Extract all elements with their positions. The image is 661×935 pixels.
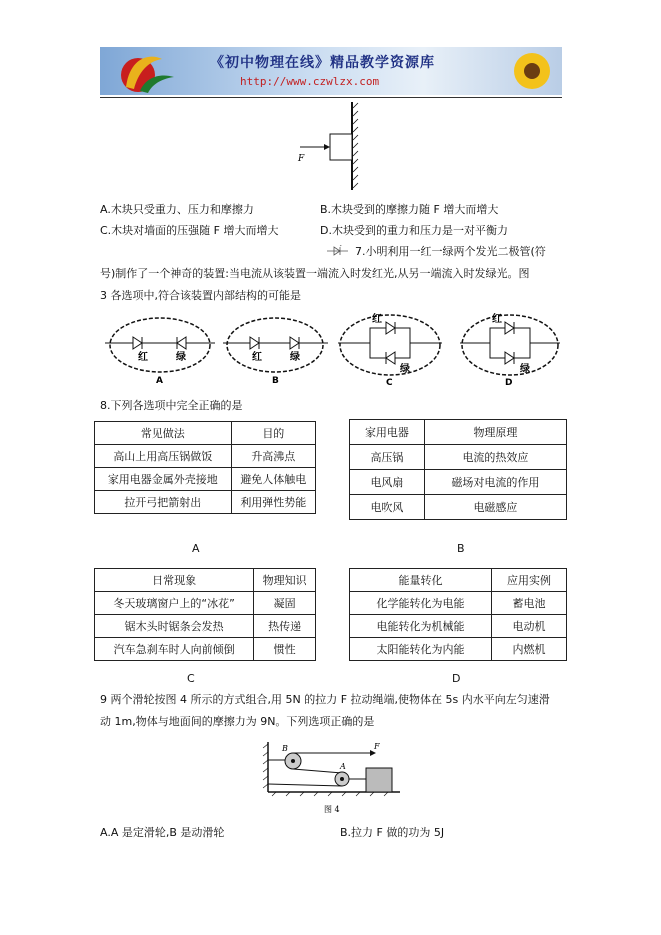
red-label-a: 红	[138, 352, 148, 363]
header-banner	[100, 47, 562, 95]
green-label-d: 绿	[520, 364, 530, 375]
force-label: F	[298, 154, 305, 164]
letter-b: B	[272, 376, 279, 386]
led-circuit-diagrams	[100, 310, 560, 390]
led-symbol-icon	[326, 245, 350, 257]
q7-line-2: 号)制作了一个神奇的装置:当电流从该装置一端流入时发红光,从另一端流入时发绿光。图	[100, 267, 530, 280]
block-wall-figure	[290, 100, 370, 192]
q8-table-b: 家用电器 物理原理 高压锅 电流的热效应 电风扇 磁场对电流的作用 电吹风 电磁感应	[349, 419, 567, 520]
q6-option-d: D.木块受到的重力和压力是一对平衡力	[320, 224, 508, 237]
fig4-caption: 图 4	[324, 805, 340, 814]
table-label-c: C	[187, 672, 195, 685]
banner-title: 《初中物理在线》精品教学资源库	[210, 55, 435, 71]
q9-option-b: B.拉力 F 做的功为 5J	[340, 826, 445, 839]
q6-option-c: C.木块对墙面的压强随 F 增大而增大	[100, 224, 279, 237]
letter-a: A	[156, 376, 163, 386]
q9-option-a: A.A 是定滑轮,B 是动滑轮	[100, 826, 225, 839]
pulley-label-f: F	[374, 742, 380, 751]
red-label-b: 红	[252, 352, 262, 363]
q8-table-d: 能量转化 应用实例 化学能转化为电能 蓄电池 电能转化为机械能 电动机 太阳能转化为内能 内燃机	[349, 568, 567, 661]
red-label-c: 红	[372, 314, 382, 325]
circuit-a	[105, 318, 215, 386]
red-label-d: 红	[492, 314, 502, 325]
q7-line-1: 7.小明利用一红一绿两个发光二极管(符	[355, 245, 546, 258]
pulley-figure	[262, 740, 404, 818]
circuit-c	[338, 312, 442, 388]
q6-option-a: A.木块只受重力、压力和摩擦力	[100, 203, 254, 216]
circuit-b	[223, 318, 328, 386]
pulley-label-a: A	[340, 762, 346, 771]
q9-line-2: 动 1m,物体与地面间的摩擦力为 9N。下列选项正确的是	[100, 715, 375, 728]
header-rule	[100, 97, 562, 98]
table-label-b: B	[457, 542, 465, 555]
letter-c: C	[386, 378, 393, 388]
q7-line-3: 3 各选项中,符合该装置内部结构的可能是	[100, 289, 301, 302]
q8-title: 8.下列各选项中完全正确的是	[100, 399, 243, 412]
green-label-b: 绿	[290, 352, 300, 363]
banner-url: http://www.czwlzx.com	[240, 75, 380, 88]
circuit-d	[460, 312, 560, 388]
q8-table-c: 日常现象 物理知识 冬天玻璃窗户上的“冰花” 凝固 锯木头时锯条会发热 热传递 汽车急刹车时人向前倾倒 惯性	[94, 568, 316, 661]
letter-d: D	[505, 378, 513, 388]
q6-option-b: B.木块受到的摩擦力随 F 增大而增大	[320, 203, 499, 216]
pulley-label-b: B	[282, 744, 288, 753]
green-label-a: 绿	[176, 352, 186, 363]
table-label-a: A	[192, 542, 200, 555]
green-label-c: 绿	[400, 364, 410, 375]
table-label-d: D	[452, 672, 461, 685]
q9-line-1: 9 两个滑轮按图 4 所示的方式组合,用 5N 的拉力 F 拉动绳端,使物体在 5s 内水平向左匀速滑	[100, 693, 550, 706]
q8-table-a: 常见做法 目的 高山上用高压锅做饭 升高沸点 家用电器金属外壳接地 避免人体触电 拉开弓把箭射出 利用弹性势能	[94, 421, 316, 514]
